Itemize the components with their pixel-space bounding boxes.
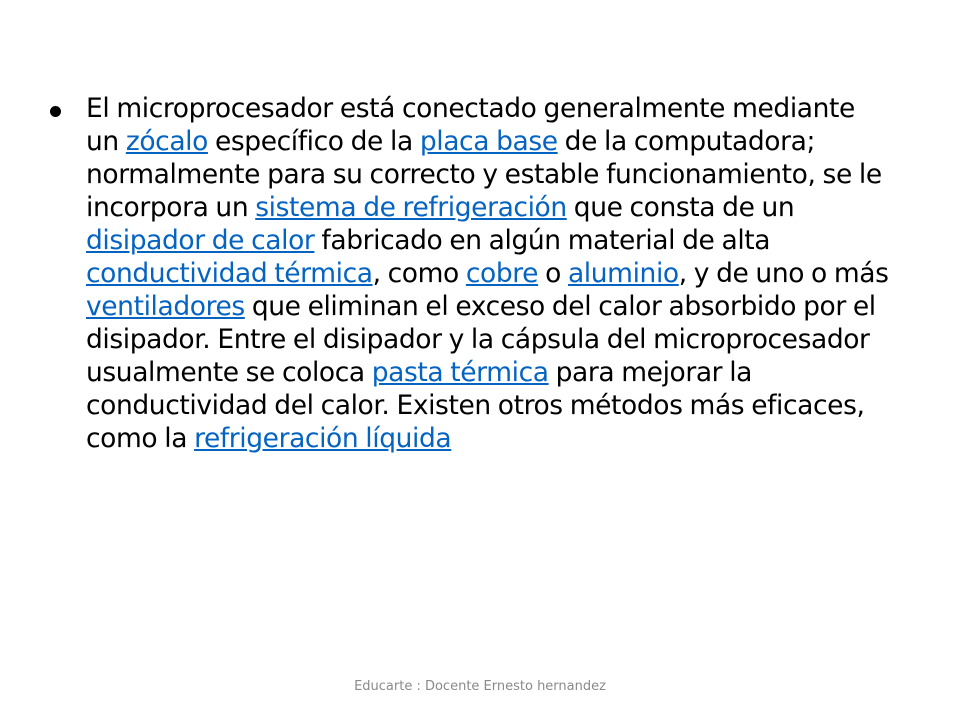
bullet-item xyxy=(50,92,890,455)
text-segment: específico de la xyxy=(207,126,420,157)
text-segment: que eliminan el exceso del calor absorbido por el disipador. Entre el disipador y la cápsula del microprocesador usualmente se coloca xyxy=(86,291,876,388)
text-segment: fabricado en algún material de alta xyxy=(314,225,771,256)
link-zocalo[interactable]: zócalo xyxy=(125,126,208,157)
link-refrigeracion-liquida[interactable]: refrigeración líquida xyxy=(194,423,452,454)
link-sistema-de-refrigeracion[interactable]: sistema de refrigeración xyxy=(255,192,567,223)
text-segment: de la computadora; normalmente para su correcto y estable funcionamiento, se le incorpora un xyxy=(86,126,882,223)
link-ventiladores[interactable]: ventiladores xyxy=(86,291,245,322)
text-segment: para mejorar la conductividad del calor. Existen otros métodos más eficaces, como la xyxy=(86,357,865,454)
bullet-paragraph xyxy=(86,92,890,455)
text-segment: que consta de un xyxy=(566,192,795,223)
bullet-dot-icon xyxy=(50,106,61,117)
text-segment: El microprocesador está conectado generalmente mediante un xyxy=(86,93,855,157)
link-disipador-de-calor[interactable]: disipador de calor xyxy=(86,225,315,256)
text-segment: , como xyxy=(372,258,466,289)
link-conductividad-termica[interactable]: conductividad térmica xyxy=(86,258,373,289)
text-segment: , y de uno o más xyxy=(678,258,889,289)
link-aluminio[interactable]: aluminio xyxy=(567,258,679,289)
link-placa-base[interactable]: placa base xyxy=(419,126,558,157)
link-pasta-termica[interactable]: pasta térmica xyxy=(371,357,549,388)
slide-content xyxy=(50,92,890,455)
slide-footer: Educarte : Docente Ernesto hernandez xyxy=(354,679,606,694)
text-segment: o xyxy=(538,258,568,289)
link-cobre[interactable]: cobre xyxy=(465,258,539,289)
